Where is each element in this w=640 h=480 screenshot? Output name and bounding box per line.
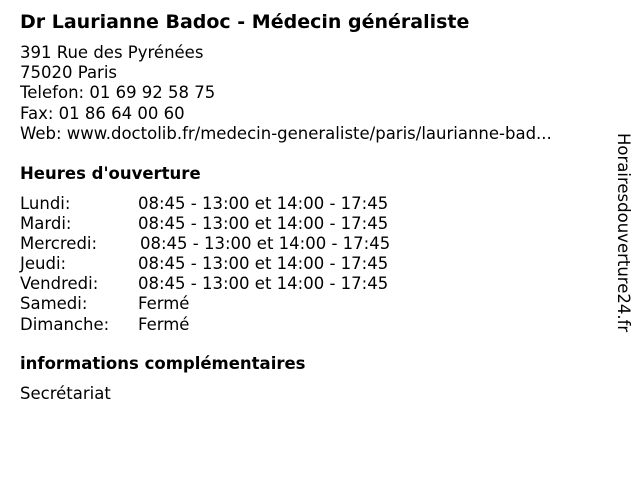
- fax-number: Fax: 01 86 64 00 60: [20, 103, 185, 123]
- phone-number: Telefon: 01 69 92 58 75: [20, 83, 216, 103]
- website: Web: www.doctolib.fr/medecin-generaliste/paris/laurianne-bad...: [20, 123, 552, 143]
- page-title: Dr Laurianne Badoc - Médecin généraliste: [20, 11, 470, 33]
- day-hours: Fermé: [138, 294, 190, 314]
- opening-hours-heading: Heures d'ouverture: [20, 164, 201, 183]
- additional-info-text: Secrétariat: [20, 384, 111, 403]
- day-hours: 08:45 - 13:00 et 14:00 - 17:45: [138, 274, 389, 294]
- day-hours: 08:45 - 13:00 et 14:00 - 17:45: [138, 254, 389, 274]
- day-hours: 08:45 - 13:00 et 14:00 - 17:45: [138, 194, 389, 213]
- day-label: Lundi:: [20, 194, 71, 213]
- day-hours: 08:45 - 13:00 et 14:00 - 17:45: [138, 214, 389, 234]
- watermark-text: Horairesdouverture24.fr: [614, 133, 633, 333]
- contact-block: [20, 43, 552, 144]
- day-label: Mardi:: [20, 214, 72, 234]
- street-address: 391 Rue des Pyrénées: [20, 43, 204, 62]
- additional-info-heading: informations complémentaires: [20, 354, 306, 373]
- day-label: Vendredi:: [20, 274, 99, 294]
- day-label: Dimanche:: [20, 314, 110, 334]
- city-postal: 75020 Paris: [20, 63, 118, 83]
- day-label: Samedi:: [20, 294, 88, 314]
- day-hours: 08:45 - 13:00 et 14:00 - 17:45: [140, 234, 391, 254]
- day-label: Jeudi:: [20, 254, 67, 274]
- day-hours: Fermé: [138, 314, 190, 334]
- day-label: Mercredi:: [20, 234, 98, 254]
- site-watermark: [613, 133, 633, 373]
